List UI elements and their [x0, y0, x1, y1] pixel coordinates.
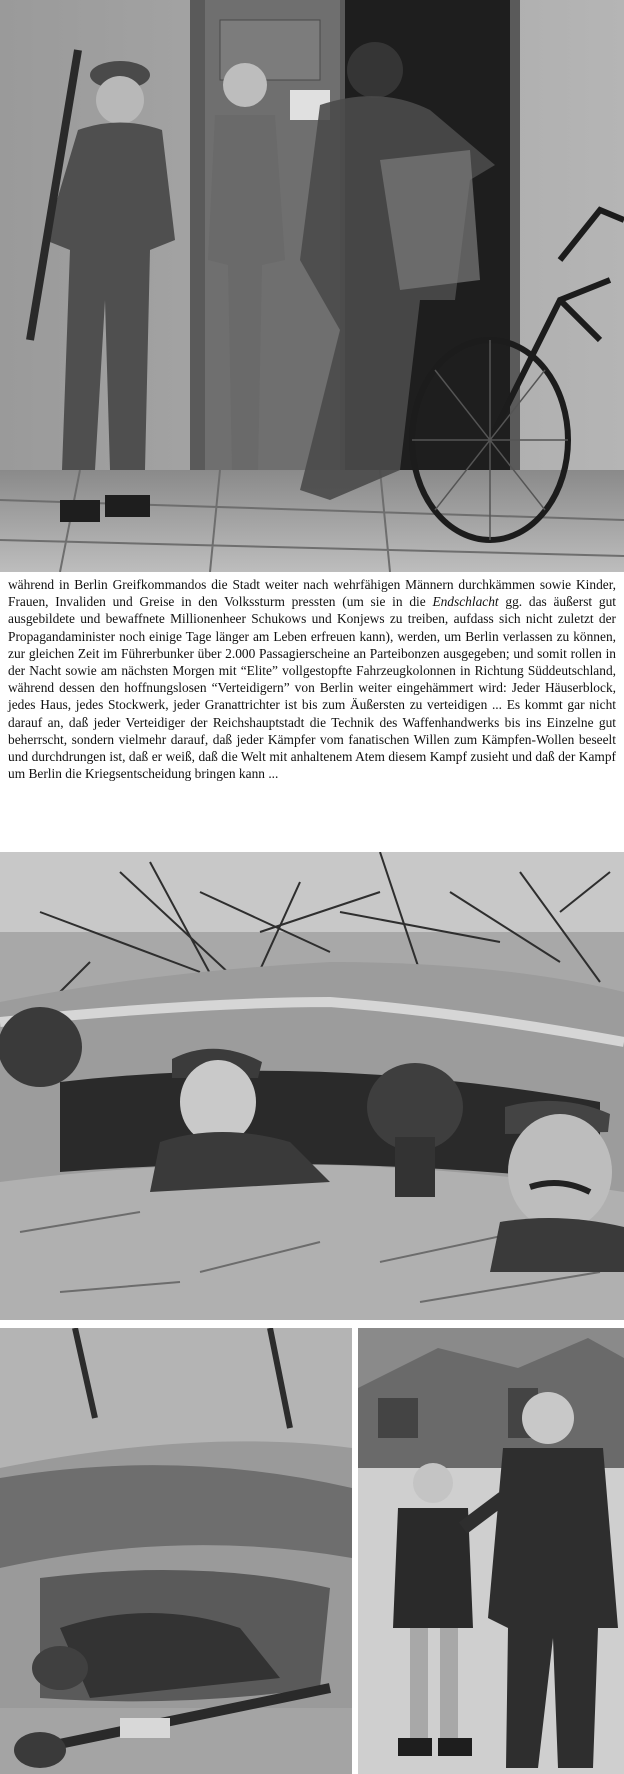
photo-trench-illustration [0, 852, 624, 1320]
caption-text [8, 576, 616, 852]
photo-fallen-illustration [0, 1328, 352, 1774]
photo-boy-illustration [358, 1328, 624, 1774]
caption-part-1: während in Berlin Greifkommandos die Stadt weiter nach wehrfähigen Männern durchkämmen sowie Kinder, Frauen, Invaliden und Greise in den Volkssturm pressten (um sie in die [8, 577, 616, 610]
caption-emphasis: Endschlacht [432, 594, 499, 610]
photo-trench-soldiers [0, 852, 624, 1320]
photo-fallen-soldier [0, 1328, 352, 1774]
photo-doorway-scene [0, 0, 624, 572]
photo-boy-and-old-man [358, 1328, 624, 1774]
photo-doorway-illustration [0, 0, 624, 572]
caption-part-2: gg. das äußerst gut ausgebildete und bewaffnete Millionenheer Schukows und Konjews zu treiben, aufdass sich nicht zuletzt der Propagandaminister noch einige Tage länger am Leben erfreuen kann), werden, um Berlin verlassen zu können, zur gleichen Zeit im Führerbunker über 2.000 Passagierscheine an Parteibonzen ausgegeben; und somit rollen in der Nacht sowie am nächsten Morgen mit “Elite” vollgestopfte Fahrzeugkolonnen in Richtung Süddeutschland, während dessen den hoffnungslosen “Verteidigern” von Berlin weiter eingehämmert wird: Jeder Häuserblock, jedes Haus, jedes Stockwerk, jeder Granattrichter ist bis zum Äußersten zu verteidigen ... Es kommt gar nicht darauf an, daß jeder Verteidiger der Reichshauptstadt die Technik des Waffenhandwerks bis ins Einzelne gut beherrscht, sondern vielmehr darauf, daß jeder Kämpfer vom fanatischen Willen zum Kämpfen-Wollen beseelt und durchdrungen ist, daß er weiß, daß die Welt mit anhaltenem Atem diesem Kampf zusieht und daß der Kampf um Berlin die Kriegsentscheidung bringen kann ... [8, 594, 616, 782]
